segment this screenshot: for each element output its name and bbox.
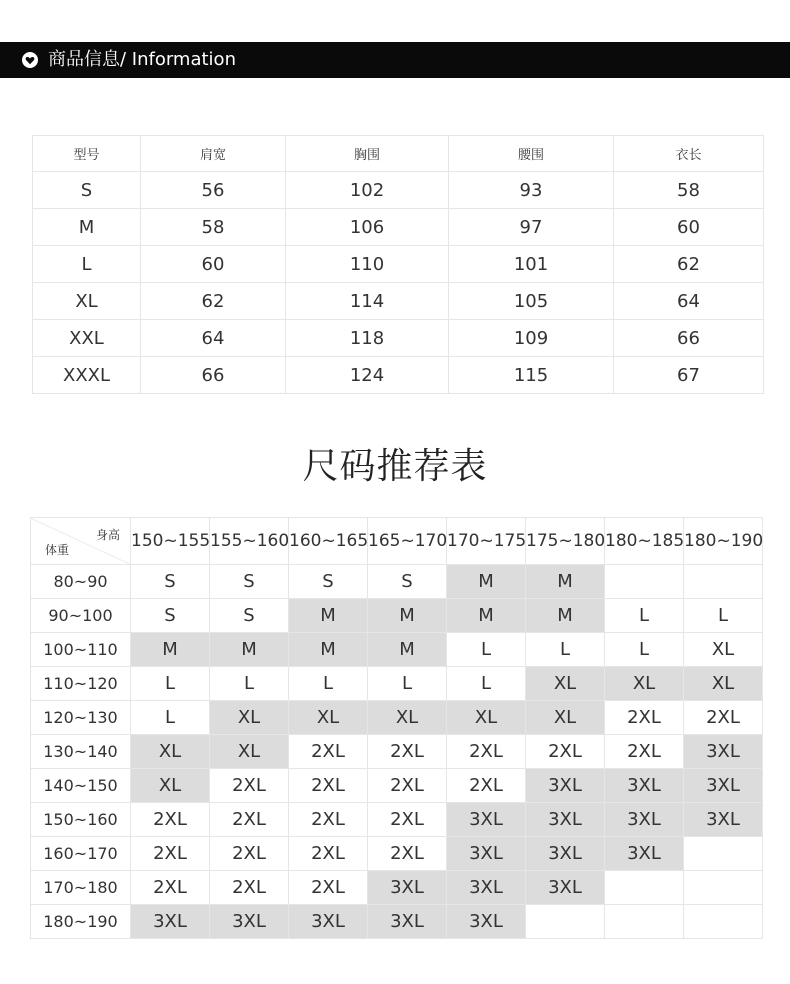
spec-row [33, 246, 764, 283]
banner-title: 商品信息/ Information [48, 49, 236, 70]
size-cell [605, 565, 684, 599]
recommend-row [31, 565, 763, 599]
size-cell: XL [684, 633, 763, 667]
spec-row [33, 172, 764, 209]
size-cell: S [210, 565, 289, 599]
spec-value-cell: 118 [286, 320, 449, 357]
recommend-row [31, 837, 763, 871]
spec-value-cell: 110 [286, 246, 449, 283]
size-cell: 3XL [210, 905, 289, 939]
size-cell: 3XL [368, 871, 447, 905]
size-cell: L [210, 667, 289, 701]
size-cell: 2XL [447, 735, 526, 769]
spec-value-cell: 114 [286, 283, 449, 320]
size-cell: L [684, 599, 763, 633]
spec-value-cell: 106 [286, 209, 449, 246]
size-cell: 2XL [368, 769, 447, 803]
spec-row [33, 357, 764, 394]
height-header-cell: 180~190 [684, 518, 763, 565]
spec-value-cell: 62 [141, 283, 286, 320]
weight-label-cell: 80~90 [31, 565, 131, 599]
height-header-cell: 150~155 [131, 518, 210, 565]
spec-value-cell: 56 [141, 172, 286, 209]
size-cell [526, 905, 605, 939]
height-header-cell: 165~170 [368, 518, 447, 565]
size-cell: XL [684, 667, 763, 701]
size-cell: 2XL [131, 803, 210, 837]
size-cell: 2XL [131, 837, 210, 871]
spec-size-cell: L [33, 246, 141, 283]
spec-value-cell: 66 [614, 320, 764, 357]
spec-value-cell: 60 [614, 209, 764, 246]
size-cell: XL [447, 701, 526, 735]
size-cell: 2XL [605, 701, 684, 735]
size-cell: XL [131, 735, 210, 769]
size-cell: 3XL [526, 803, 605, 837]
size-cell: 2XL [289, 837, 368, 871]
spec-value-cell: 60 [141, 246, 286, 283]
recommend-row [31, 769, 763, 803]
size-cell: 3XL [447, 803, 526, 837]
height-axis-label: 身高 [95, 528, 120, 542]
size-cell: M [368, 599, 447, 633]
recommend-row [31, 803, 763, 837]
size-cell: 3XL [447, 871, 526, 905]
weight-axis-label: 体重 [45, 543, 70, 557]
weight-label-cell: 100~110 [31, 633, 131, 667]
size-cell: 3XL [605, 837, 684, 871]
size-cell: XL [131, 769, 210, 803]
size-cell: 2XL [368, 837, 447, 871]
spec-header-cell: 型号 [33, 136, 141, 172]
spec-value-cell: 64 [141, 320, 286, 357]
size-cell: 2XL [684, 701, 763, 735]
size-cell: M [289, 599, 368, 633]
spec-value-cell: 58 [614, 172, 764, 209]
size-cell: S [131, 565, 210, 599]
spec-row [33, 283, 764, 320]
size-cell: L [526, 633, 605, 667]
size-cell: L [131, 667, 210, 701]
spec-size-cell: XL [33, 283, 141, 320]
size-cell [684, 905, 763, 939]
size-cell: 2XL [289, 769, 368, 803]
recommend-row [31, 871, 763, 905]
spec-value-cell: 62 [614, 246, 764, 283]
size-cell: XL [605, 667, 684, 701]
size-cell: S [289, 565, 368, 599]
recommend-row [31, 599, 763, 633]
size-cell: M [526, 565, 605, 599]
spec-size-cell: XXL [33, 320, 141, 357]
spec-header-cell: 腰围 [449, 136, 614, 172]
size-cell: L [605, 633, 684, 667]
height-header-cell: 180~185 [605, 518, 684, 565]
heart-icon [22, 52, 38, 68]
spec-value-cell: 101 [449, 246, 614, 283]
size-cell: L [447, 633, 526, 667]
size-cell: 2XL [526, 735, 605, 769]
size-recommend-table [30, 517, 763, 939]
size-cell [684, 837, 763, 871]
weight-label-cell: 160~170 [31, 837, 131, 871]
size-cell: S [368, 565, 447, 599]
size-cell: 3XL [526, 871, 605, 905]
size-cell: M [210, 633, 289, 667]
spec-table [32, 135, 764, 394]
spec-row [33, 320, 764, 357]
size-cell: 3XL [526, 837, 605, 871]
recommend-row [31, 905, 763, 939]
height-header-cell: 160~165 [289, 518, 368, 565]
spec-header-row [33, 136, 764, 172]
spec-header-cell: 胸围 [286, 136, 449, 172]
weight-label-cell: 110~120 [31, 667, 131, 701]
size-cell: 2XL [289, 803, 368, 837]
size-cell [605, 871, 684, 905]
size-cell: 3XL [605, 769, 684, 803]
size-cell: 3XL [684, 769, 763, 803]
weight-label-cell: 120~130 [31, 701, 131, 735]
size-cell: 2XL [447, 769, 526, 803]
size-cell: 2XL [605, 735, 684, 769]
height-header-cell: 155~160 [210, 518, 289, 565]
size-cell: XL [210, 701, 289, 735]
size-cell [605, 905, 684, 939]
weight-label-cell: 130~140 [31, 735, 131, 769]
recommend-header-row [31, 518, 763, 565]
recommend-title: 尺码推荐表 [302, 446, 488, 487]
size-cell: M [368, 633, 447, 667]
size-cell: 3XL [368, 905, 447, 939]
size-cell: XL [368, 701, 447, 735]
size-cell: 2XL [368, 735, 447, 769]
size-cell: 3XL [447, 837, 526, 871]
weight-label-cell: 180~190 [31, 905, 131, 939]
size-cell: XL [210, 735, 289, 769]
size-cell: 3XL [605, 803, 684, 837]
size-cell: M [526, 599, 605, 633]
spec-size-cell: XXXL [33, 357, 141, 394]
size-cell: M [131, 633, 210, 667]
size-cell: 3XL [447, 905, 526, 939]
size-cell: 3XL [131, 905, 210, 939]
info-banner [0, 42, 790, 78]
weight-label-cell: 170~180 [31, 871, 131, 905]
size-cell: XL [289, 701, 368, 735]
recommend-row [31, 633, 763, 667]
size-cell: 2XL [210, 803, 289, 837]
size-cell: 2XL [289, 871, 368, 905]
size-cell: XL [526, 667, 605, 701]
spec-value-cell: 67 [614, 357, 764, 394]
size-cell: XL [526, 701, 605, 735]
size-cell [684, 565, 763, 599]
spec-value-cell: 66 [141, 357, 286, 394]
size-cell: 3XL [684, 735, 763, 769]
recommend-row [31, 701, 763, 735]
size-cell: L [368, 667, 447, 701]
size-cell [684, 871, 763, 905]
size-cell: S [210, 599, 289, 633]
spec-value-cell: 93 [449, 172, 614, 209]
height-header-cell: 170~175 [447, 518, 526, 565]
recommend-row [31, 735, 763, 769]
size-cell: 2XL [289, 735, 368, 769]
spec-value-cell: 124 [286, 357, 449, 394]
spec-value-cell: 102 [286, 172, 449, 209]
weight-label-cell: 140~150 [31, 769, 131, 803]
spec-header-cell: 衣长 [614, 136, 764, 172]
size-cell: 2XL [368, 803, 447, 837]
spec-value-cell: 58 [141, 209, 286, 246]
size-cell: M [447, 599, 526, 633]
spec-value-cell: 64 [614, 283, 764, 320]
recommend-row [31, 667, 763, 701]
weight-label-cell: 90~100 [31, 599, 131, 633]
size-cell: L [289, 667, 368, 701]
size-cell: M [447, 565, 526, 599]
weight-label-cell: 150~160 [31, 803, 131, 837]
spec-value-cell: 97 [449, 209, 614, 246]
corner-cell [31, 518, 131, 565]
size-cell: 3XL [684, 803, 763, 837]
size-cell: L [605, 599, 684, 633]
size-cell: L [447, 667, 526, 701]
spec-row [33, 209, 764, 246]
spec-header-cell: 肩宽 [141, 136, 286, 172]
size-cell: S [131, 599, 210, 633]
size-cell: M [289, 633, 368, 667]
size-cell: 2XL [210, 769, 289, 803]
size-cell: 2XL [210, 871, 289, 905]
size-cell: 2XL [131, 871, 210, 905]
spec-value-cell: 109 [449, 320, 614, 357]
spec-value-cell: 105 [449, 283, 614, 320]
size-cell: 2XL [210, 837, 289, 871]
spec-size-cell: M [33, 209, 141, 246]
size-cell: 3XL [526, 769, 605, 803]
spec-value-cell: 115 [449, 357, 614, 394]
size-cell: 3XL [289, 905, 368, 939]
size-cell: L [131, 701, 210, 735]
height-header-cell: 175~180 [526, 518, 605, 565]
spec-size-cell: S [33, 172, 141, 209]
